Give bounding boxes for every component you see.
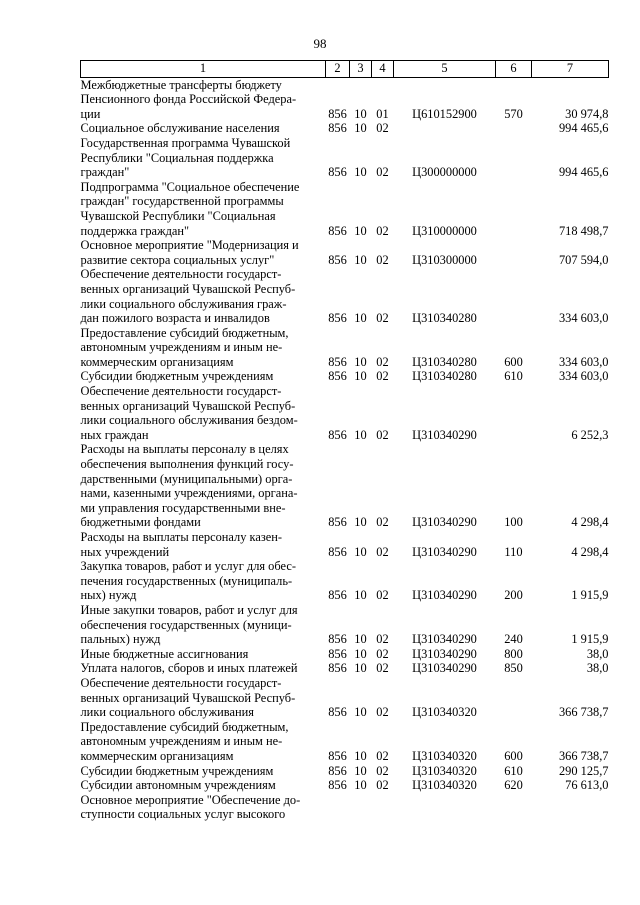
description-line: пальных) нужд <box>80 632 161 647</box>
target-article-code: Ц310340320 <box>412 705 477 720</box>
budget-table <box>80 60 609 822</box>
amount: 718 498,7 <box>558 223 609 238</box>
section-code: 10 <box>354 252 367 267</box>
table-row <box>81 720 609 764</box>
amount: 38,0 <box>586 646 609 661</box>
target-article-code <box>394 793 496 822</box>
table-row <box>81 778 609 793</box>
section-code: 10 <box>354 778 367 793</box>
description-line: дан пожилого возраста и инвалидов <box>80 311 270 326</box>
row-description <box>81 326 326 370</box>
header-row <box>81 61 609 78</box>
amount: 30 974,8 <box>565 106 609 121</box>
target-article-code: Ц310340290 <box>412 544 477 559</box>
subsection-code: 02 <box>376 515 389 530</box>
description-line: автономным учреждениям и иным не- <box>80 734 283 749</box>
amount: 994 465,6 <box>558 121 609 136</box>
description-line: Субсидии бюджетным учреждениям <box>80 763 274 778</box>
expense-type-code: 110 <box>504 544 523 559</box>
description-line: ступности социальных услуг высокого <box>80 807 286 822</box>
header-col-5: 5 <box>394 61 496 78</box>
amount: 366 738,7 <box>558 705 609 720</box>
amount: 76 613,0 <box>565 778 609 793</box>
expense-type-code <box>496 180 532 238</box>
row-description <box>81 180 326 238</box>
target-article-code: Ц310340280 <box>412 311 477 326</box>
description-line: венных организаций Чувашской Респуб- <box>80 690 296 705</box>
target-article-code: Ц310340290 <box>412 646 477 661</box>
ministry-code: 856 <box>328 165 347 180</box>
subsection-code: 02 <box>376 705 389 720</box>
row-description <box>81 647 326 662</box>
description-line: Уплата налогов, сборов и иных платежей <box>80 661 298 676</box>
description-line: Обеспечение деятельности государст- <box>80 384 282 399</box>
description-line: Закупка товаров, работ и услуг для обес- <box>80 559 296 574</box>
row-description <box>81 764 326 779</box>
ministry-code: 856 <box>328 106 347 121</box>
description-line: граждан" государственной программы <box>80 194 284 209</box>
description-line: коммерческим организациям <box>80 748 234 763</box>
description-line: венных организаций Чувашской Респуб- <box>80 398 296 413</box>
amount: 334 603,0 <box>558 311 609 326</box>
description-line: Субсидии бюджетным учреждениям <box>80 369 274 384</box>
description-line: лики социального обслуживания <box>80 705 254 720</box>
description-line: обеспечения выполнения функций госу- <box>80 457 294 472</box>
header-col-4: 4 <box>372 61 394 78</box>
target-article-code: Ц300000000 <box>412 165 477 180</box>
expense-type-code: 620 <box>504 778 523 793</box>
description-line: Расходы на выплаты персоналу в целях <box>80 442 289 457</box>
target-article-code: Ц310340290 <box>412 588 477 603</box>
table-row <box>81 136 609 180</box>
subsection-code: 02 <box>376 121 389 136</box>
section-code: 10 <box>354 427 367 442</box>
row-description <box>81 530 326 559</box>
expense-type-code: 240 <box>504 632 523 647</box>
row-description <box>81 778 326 793</box>
target-article-code: Ц310340320 <box>412 748 477 763</box>
ministry-code: 856 <box>328 778 347 793</box>
target-article-code: Ц310340290 <box>412 515 477 530</box>
ministry-code <box>326 793 350 822</box>
section-code: 10 <box>354 311 367 326</box>
description-line: поддержка граждан" <box>80 223 190 238</box>
section-code: 10 <box>354 106 367 121</box>
description-line: лики социального обслуживания граж- <box>80 296 287 311</box>
table-row <box>81 238 609 267</box>
target-article-code: Ц310300000 <box>412 252 477 267</box>
description-line: Обеспечение деятельности государст- <box>80 267 282 282</box>
header-col-2: 2 <box>326 61 350 78</box>
table-row <box>81 442 609 530</box>
section-code: 10 <box>354 763 367 778</box>
expense-type-code: 610 <box>504 369 523 384</box>
ministry-code: 856 <box>328 369 347 384</box>
section-code: 10 <box>354 748 367 763</box>
section-code: 10 <box>354 646 367 661</box>
description-line: Межбюджетные трансферты бюджету <box>80 77 282 92</box>
subsection-code: 02 <box>376 544 389 559</box>
subsection-code: 02 <box>376 354 389 369</box>
table-row <box>81 267 609 325</box>
header-col-6: 6 <box>496 61 532 78</box>
ministry-code: 856 <box>328 632 347 647</box>
ministry-code: 856 <box>328 748 347 763</box>
table-row <box>81 326 609 370</box>
section-code: 10 <box>354 515 367 530</box>
ministry-code: 856 <box>328 121 347 136</box>
description-line: Расходы на выплаты персоналу казен- <box>80 530 282 544</box>
table-row <box>81 384 609 442</box>
row-description <box>81 661 326 676</box>
table-row <box>81 647 609 662</box>
subsection-code: 02 <box>376 646 389 661</box>
target-article-code <box>394 121 496 136</box>
row-description <box>81 442 326 530</box>
amount <box>532 793 609 822</box>
description-line: ных учреждений <box>80 544 170 559</box>
expense-type-code <box>496 238 532 267</box>
description-line: ных) нужд <box>80 588 137 603</box>
row-description <box>81 267 326 325</box>
target-article-code: Ц610152900 <box>412 106 477 121</box>
row-description <box>81 384 326 442</box>
target-article-code: Ц310340280 <box>412 369 477 384</box>
row-description <box>81 793 326 822</box>
ministry-code: 856 <box>328 311 347 326</box>
amount: 334 603,0 <box>558 354 609 369</box>
subsection-code: 02 <box>376 661 389 676</box>
header-col-1: 1 <box>81 61 326 78</box>
subsection-code: 02 <box>376 763 389 778</box>
budget-table-body <box>81 77 609 822</box>
amount: 1 915,9 <box>571 632 609 647</box>
section-code: 10 <box>354 369 367 384</box>
description-line: Субсидии автономным учреждениям <box>80 778 276 793</box>
expense-type-code: 850 <box>504 661 523 676</box>
target-article-code: Ц310340280 <box>412 354 477 369</box>
section-code: 10 <box>354 121 367 136</box>
table-row <box>81 77 609 121</box>
section-code: 10 <box>354 223 367 238</box>
ministry-code: 856 <box>328 354 347 369</box>
section-code: 10 <box>354 354 367 369</box>
amount: 4 298,4 <box>571 515 609 530</box>
amount: 1 915,9 <box>571 588 609 603</box>
section-code: 10 <box>354 632 367 647</box>
table-row <box>81 121 609 136</box>
description-line: Иные бюджетные ассигнования <box>80 646 249 661</box>
amount: 38,0 <box>586 661 609 676</box>
amount: 290 125,7 <box>558 763 609 778</box>
ministry-code: 856 <box>328 515 347 530</box>
section-code: 10 <box>354 661 367 676</box>
subsection-code: 02 <box>376 369 389 384</box>
expense-type-code <box>496 136 532 180</box>
subsection-code: 02 <box>376 632 389 647</box>
expense-type-code <box>496 676 532 720</box>
table-row <box>81 180 609 238</box>
description-line: Предоставление субсидий бюджетным, <box>80 325 289 340</box>
section-code <box>350 793 372 822</box>
target-article-code: Ц310000000 <box>412 223 477 238</box>
description-line: венных организаций Чувашской Респуб- <box>80 281 296 296</box>
target-article-code: Ц310340290 <box>412 427 477 442</box>
description-line: Основное мероприятие "Модернизация и <box>80 238 299 253</box>
description-line: ции <box>80 106 101 121</box>
table-row <box>81 661 609 676</box>
table-row <box>81 369 609 384</box>
table-row <box>81 676 609 720</box>
expense-type-code <box>496 267 532 325</box>
description-line: граждан" <box>80 165 130 180</box>
row-description <box>81 676 326 720</box>
description-line: развитие сектора социальных услуг" <box>80 252 275 267</box>
expense-type-code: 570 <box>504 106 523 121</box>
expense-type-code: 100 <box>504 515 523 530</box>
description-line: Основное мероприятие "Обеспечение до- <box>80 792 301 807</box>
section-code: 10 <box>354 705 367 720</box>
table-row <box>81 559 609 603</box>
page-number: 98 <box>313 36 327 51</box>
amount: 4 298,4 <box>571 544 609 559</box>
expense-type-code <box>496 121 532 136</box>
amount: 707 594,0 <box>558 252 609 267</box>
ministry-code: 856 <box>328 646 347 661</box>
description-line: Социальное обслуживание населения <box>80 121 280 136</box>
description-line: Государственная программа Чувашской <box>80 135 291 150</box>
table-row <box>81 603 609 647</box>
subsection-code: 02 <box>376 427 389 442</box>
expense-type-code: 610 <box>504 763 523 778</box>
header-col-3: 3 <box>350 61 372 78</box>
subsection-code: 02 <box>376 165 389 180</box>
description-line: дарственными (муниципальными) орга- <box>80 471 293 486</box>
amount: 994 465,6 <box>558 165 609 180</box>
header-col-7: 7 <box>532 61 609 78</box>
description-line: обеспечения государственных (муници- <box>80 617 292 632</box>
ministry-code: 856 <box>328 544 347 559</box>
description-line: нами, казенными учреждениями, органа- <box>80 486 298 501</box>
description-line: Пенсионного фонда Российской Федера- <box>80 92 297 107</box>
expense-type-code: 600 <box>504 354 523 369</box>
row-description <box>81 720 326 764</box>
amount: 366 738,7 <box>558 748 609 763</box>
row-description <box>81 136 326 180</box>
row-description <box>81 121 326 136</box>
expense-type-code: 200 <box>504 588 523 603</box>
section-code: 10 <box>354 165 367 180</box>
description-line: бюджетными фондами <box>80 515 201 530</box>
description-line: лики социального обслуживания бездом- <box>80 413 298 428</box>
description-line: Предоставление субсидий бюджетным, <box>80 719 289 734</box>
subsection-code <box>372 793 394 822</box>
description-line: Республики "Социальная поддержка <box>80 150 274 165</box>
subsection-code: 02 <box>376 252 389 267</box>
subsection-code: 01 <box>376 106 389 121</box>
description-line: Подпрограмма "Социальное обеспечение <box>80 179 300 194</box>
table-row <box>81 764 609 779</box>
target-article-code: Ц310340320 <box>412 763 477 778</box>
ministry-code: 856 <box>328 427 347 442</box>
description-line: автономным учреждениям и иным не- <box>80 340 283 355</box>
description-line: Чувашской Республики "Социальная <box>80 208 276 223</box>
ministry-code: 856 <box>328 252 347 267</box>
section-code: 10 <box>354 588 367 603</box>
ministry-code: 856 <box>328 763 347 778</box>
target-article-code: Ц310340290 <box>412 632 477 647</box>
expense-type-code: 600 <box>504 748 523 763</box>
description-line: печения государственных (муниципаль- <box>80 573 293 588</box>
row-description <box>81 559 326 603</box>
row-description <box>81 77 326 121</box>
description-line: Иные закупки товаров, работ и услуг для <box>80 602 298 617</box>
row-description <box>81 603 326 647</box>
row-description <box>81 238 326 267</box>
amount: 6 252,3 <box>571 427 609 442</box>
subsection-code: 02 <box>376 311 389 326</box>
ministry-code: 856 <box>328 588 347 603</box>
ministry-code: 856 <box>328 223 347 238</box>
target-article-code: Ц310340320 <box>412 778 477 793</box>
subsection-code: 02 <box>376 588 389 603</box>
amount: 334 603,0 <box>558 369 609 384</box>
subsection-code: 02 <box>376 778 389 793</box>
description-line: коммерческим организациям <box>80 354 234 369</box>
row-description <box>81 369 326 384</box>
section-code: 10 <box>354 544 367 559</box>
expense-type-code <box>496 384 532 442</box>
ministry-code: 856 <box>328 705 347 720</box>
subsection-code: 02 <box>376 748 389 763</box>
table-row <box>81 530 609 559</box>
expense-type-code <box>496 793 532 822</box>
subsection-code: 02 <box>376 223 389 238</box>
description-line: ных граждан <box>80 427 149 442</box>
expense-type-code: 800 <box>504 646 523 661</box>
ministry-code: 856 <box>328 661 347 676</box>
description-line: ми управления государственными вне- <box>80 500 286 515</box>
table-row <box>81 793 609 822</box>
description-line: Обеспечение деятельности государст- <box>80 675 282 690</box>
target-article-code: Ц310340290 <box>412 661 477 676</box>
